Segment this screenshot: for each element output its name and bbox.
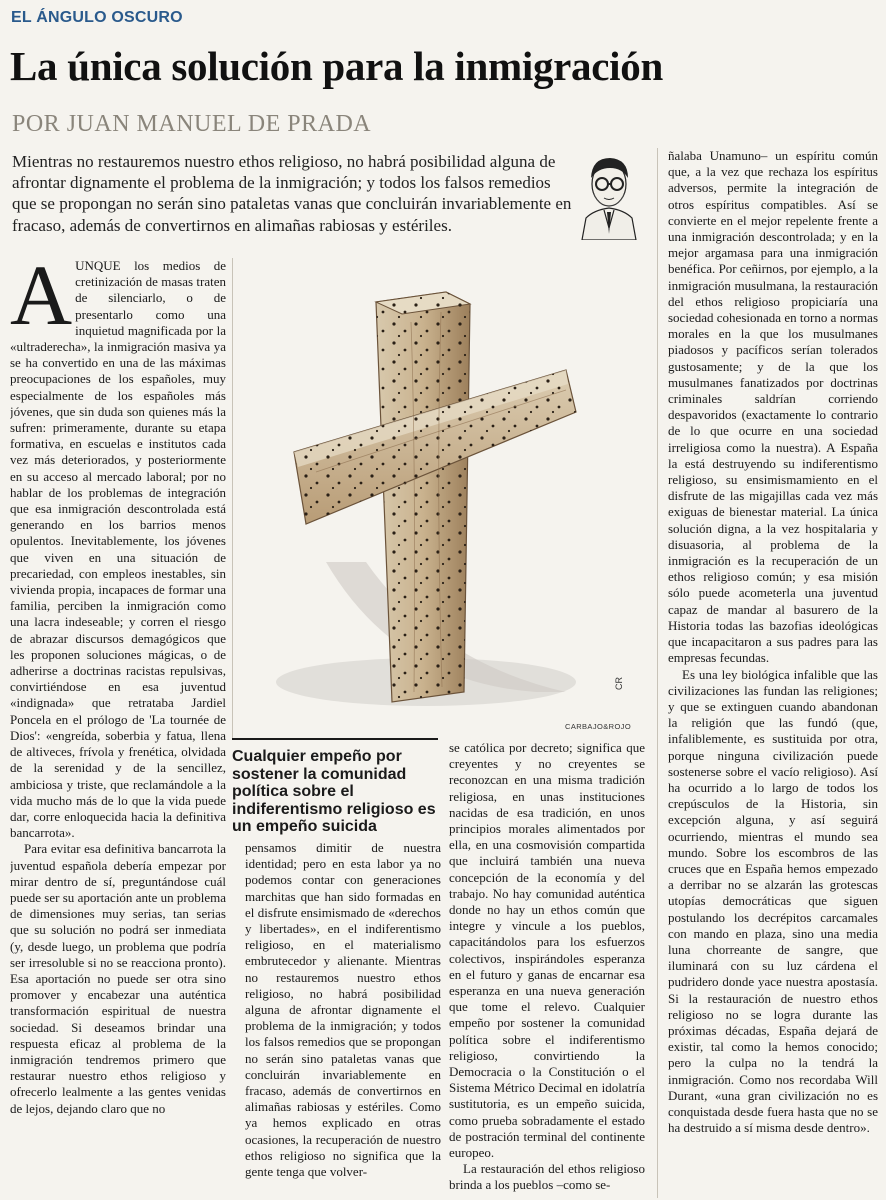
drop-cap: A — [10, 258, 73, 343]
col3-paragraph-1: se católica por decreto; significa que creyentes y no creyentes se reconozcan en una misma tradición religiosa, en unas instituciones nacidas de esa tradición, en unos principios morales alimentados por ella, en una cosmovisión compartida que incluirá también una nueva concepción de la economía y del trabajo. No hay comunidad auténtica donde no hay un ethos común que integre y vincule a los pueblos, capacitándolos para los esfuerzos colectivos, inspirándoles esperanza en el futuro y ganas de encarnar esa esperanza en una nueva generación que tome el relevo. Cualquier empeño por sostener la comunidad política sobre el indiferentismo religioso, convirtiendo la Democracia o la Constitución o el Sistema Métrico Decimal en idolatría sustitutoria, es un empeño suicida, como prueba sobradamente el estado de postración terminal del continente europeo. — [449, 740, 645, 1161]
byline: POR JUAN MANUEL DE PRADA — [12, 111, 372, 137]
col1-paragraph-2: Para evitar esa definitiva bancarrota la juventud española debería empezar por mirar dentro de sí, preguntándose cuál puede ser su aportación ante un problema de dimensiones muy serias, tan serias que su solución no podrá ser inmediata (y, desde luego, un problema que podría ser irresoluble si no se reacciona pronto). Esa aportación no puede ser otra sino promover y encabezar una auténtica transformación espiritual de nuestra sociedad. Si deseamos brindar una respuesta eficaz al problema de la inmigración tendremos primero que restaurar nuestro ethos religioso y ofrecerlo lealmente a las gentes venidas de lejos, dejando claro que no — [10, 841, 226, 1116]
col3-paragraph-2: La restauración del ethos religioso brinda a los pueblos –como se- — [449, 1161, 645, 1193]
col4-paragraph-2: Es una ley biológica infalible que las civilizaciones las fundan las religiones; y que se extinguen cuando abandonan la religión que las fundó (que, infaliblemente, es sustituida por otra, porque ninguna civilización puede sostenerse sobre el vacío religioso). Así ha ocurrido a lo largo de todos los crepúsculos de la Historia, sin excepción alguna, y así seguirá ocurriendo, mientras el mundo sea mundo. Sobre los escombros de las cruces que en España hemos empezado a derribar no se alzarán las grotescas utopías democráticas que siguen postulando los decrépitos carcamales con mando en plaza, sino una media luna chorreante de sangre, que iluminará con su luz cárdena el pudridero donde yace nuestra apostasía. Si la restauración de nuestro ethos religioso no se logra durante las próximas décadas, España dejará de existir, tal como la hemos conocido; pero la culpa no la tendrá la inmigración. Como nos recordaba Will Durant, «una gran civilización no es conquistada desde fuera hasta que no se ha destruido a sí misma desde dentro». — [668, 666, 878, 1136]
headline: La única solución para la inmigración — [10, 43, 663, 89]
svg-text:CR: CR — [614, 677, 624, 690]
col4-paragraph-1: ñalaba Unamuno– un espíritu común que, a la vez que rechaza los espíritus adversos, permite la integración de otros espíritus compatibles. Así se convierte en el mejor repelente frente a una inmigración descontrolada; y en la mejor argamasa para una inmigración benéfica. Por ceñirnos, por ejemplo, a la inmigración musulmana, la restauración del ethos religioso propiciaría una sociedad cohesionada en torno a normas morales en la que los musulmanes piadosos y pacíficos serían tolerados gustosamente; y de la que los musulmanes fanatizados por doctrinas criminales saldrían corriendo despavoridos (exactamente lo contrario de lo que ocurre en una sociedad irreligiosa como la nuestra). A España la está destruyendo su indiferentismo religioso, su ensimismamiento en el disfrute de las migajillas cada vez más exiguas de bienestar material. La única solución digna, a la vez hospitalaria y disuasoria, al problema de la inmigración es la recuperación de un ethos religioso común; y esa misión sólo puede acometerla una juventud capaz de mandar al basurero de la Historia todas las bazofias ideológicas que incapacitaron a sus padres para las empresas fecundas. — [668, 148, 878, 666]
body-column-1 — [10, 258, 226, 1198]
section-label: EL ÁNGULO OSCURO — [11, 9, 183, 26]
body-column-3 — [449, 740, 645, 1196]
col2-paragraph-1: pensamos dimitir de nuestra identidad; pero en esta labor ya no podemos contar con generaciones marchitas que han sido formadas en el disfrute ensimismado de «derechos y libertades», en el indiferentismo religioso, en el materialismo embrutecedor y alienante. Mientras no restauremos nuestro ethos religioso, no habrá posibilidad alguna de afrontar dignamente el problema de la inmigración; y todos los falsos remedios que se propongan no serán sino pataletas vanas que concluirán invariablemente en fracaso, además de convertirnos en alimañas rabiosas y estériles. Como ya hemos explicado en otras ocasiones, la recuperación de nuestro ethos religioso no significa que la gente tenga que volver- — [245, 840, 441, 1180]
lede-paragraph: Mientras no restauremos nuestro ethos religioso, no habrá posibilidad alguna de afrontar dignamente el problema de la inmigración; y todos los falsos remedios que se propongan no serán sino pataletas vanas que concluirán invariablemente en fracaso, además de convertirnos en alimañas rabiosas y estériles. — [12, 152, 572, 235]
cross-illustration — [236, 262, 648, 710]
col1-paragraph-1: UNQUE los medios de cretinización de masas traten de silenciarlo, o de presentarlo como una inquietud magnificada por la «ultraderecha», la inmigración masiva ya se ha convertido en una de las máximas preocupaciones de los españoles, muy especialmente de los españoles más jóvenes, que sin duda son quienes más la sufren: primeramente, durante su etapa formativa, en escuelas e institutos cada vez más deteriorados, y posteriormente en su acceso al mercado laboral; por no hablar de los problemas de integración que esa inmigración descontrolada está generando en los barrios menos opulentos. Inevitablemente, los jóvenes que viven en una situación de precariedad, con empleos inestables, sin vivienda propia, incapaces de formar una familia, perciben la inmigración como una lacra indeseable; y corren el riesgo de abrazar discursos demagógicos que les proponen soluciones mágicas, o de adherirse a doctrinas racistas repulsivas, convirtiéndose en esa juventud «indignada» que retrataba Jardiel Poncela en el prólogo de 'La tournée de Dios': «engreída, soberbia y fatua, llena de altiveces, frívola y frenética, olvidada de la serenidad y de la sencillez, ambiciosa y triste, que reclamándole a la vida mucho más de lo que la vida puede dar, corre enloquecida hacia la definitiva bancarrota». — [10, 258, 226, 841]
body-column-4 — [668, 148, 878, 1198]
illustration-credit: CARBAJO&ROJO — [565, 722, 632, 731]
pullquote-rule — [232, 738, 438, 740]
pullquote: Cualquier empeño por sostener la comunidad política sobre el indiferentismo religioso es un empeño suicida — [232, 748, 436, 835]
body-column-2 — [245, 840, 441, 1196]
author-portrait — [574, 148, 644, 240]
